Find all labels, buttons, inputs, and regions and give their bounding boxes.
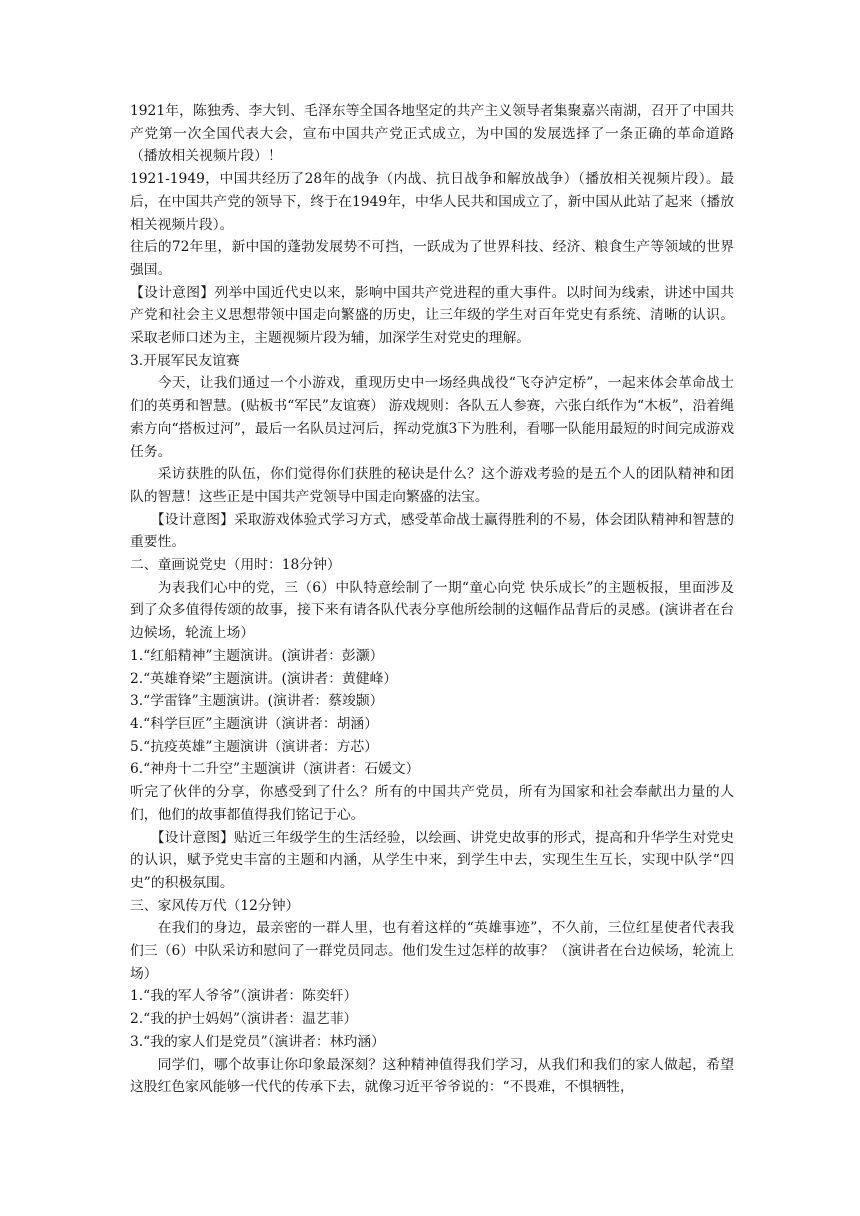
paragraph-closing: 同学们，哪个故事让你印象最深刻？这种精神值得我们学习，从我们和我们的家人做起，希望这股红色家风能够一代代的传承下去，就像习近平爷爷说的：“不畏难，不惧牺牲， (130, 1056, 734, 1096)
section-heading-friendship-game: 3.开展军民友谊赛 (130, 352, 240, 369)
design-intent-1: 【设计意图】列举中国近代史以来，影响中国共产党进程的重大事件。以时间为线索，讲述中国共产党和社会主义思想带领中国走向繁盛的历史，让三年级的学生对百年党史有系统、清晰的认识。采取老师口述为主，主题视频片段为辅，加深学生对党史的理解。 (130, 284, 734, 347)
speech-item-3: 3.“学雷锋”主题演讲。(演讲者：蔡竣颢） (130, 693, 384, 710)
paragraph-board-intro: 为表我们心中的党，三（6）中队特意绘制了一期“童心向党 快乐成长”的主题板报，里面涉及到了众多值得传颂的故事，接下来有请各队代表分享他所绘制的这幅作品背后的灵感。(演讲者在台边候场，轮流上场） (130, 579, 734, 642)
paragraph-family-intro: 在我们的身边，最亲密的一群人里，也有着这样的“英雄事迹”，不久前，三位红星使者代表我们三（6）中队采访和慰问了一群党员同志。他们发生过怎样的故事？（演讲者在台边候场，轮流上场） (130, 920, 734, 982)
speech-item-6: 6.“神舟十二升空”主题演讲（演讲者：石媛文） (130, 761, 420, 778)
section-heading-family-tradition: 三、家风传万代（12分钟） (130, 897, 300, 914)
design-intent-2: 【设计意图】采取游戏体验式学习方式，感受革命战士赢得胜利的不易，体会团队精神和智慧的重要性。 (130, 511, 734, 551)
paragraph-after-sharing: 听完了伙伴的分享，你感受到了什么？所有的中国共产党员，所有为国家和社会奉献出力量的人们，他们的故事都值得我们铭记于心。 (130, 784, 734, 823)
speech-item-5: 5.“抗疫英雄”主题演讲（演讲者：方芯） (130, 738, 379, 755)
paragraph-interview-winners: 采访获胜的队伍，你们觉得你们获胜的秘诀是什么？这个游戏考验的是五个人的团队精神和团队的智慧！这些正是中国共产党领导中国走向繁盛的法宝。 (130, 466, 734, 505)
document-body (130, 100, 734, 1099)
paragraph-1921-founding: 1921年，陈独秀、李大钊、毛泽东等全国各地坚定的共产主义领导者集聚嘉兴南湖，召开了中国共产党第一次全国代表大会，宣布中国共产党正式成立，为中国的发展选择了一条正确的革命道路（播放相关视频片段）！ (130, 103, 734, 165)
section-heading-drawing: 二、童画说党史（用时：18分钟） (130, 557, 341, 574)
paragraph-game-rules: 今天，让我们通过一个小游戏，重现历史中一场经典战役“飞夺泸定桥”，一起来体会革命战士们的英勇和智慧。(贴板书“军民”友谊赛） 游戏规则：各队五人参赛，六张白纸作为“木板”，沿着绳索方向“搭板过河”，最后一名队员过河后，挥动党旗3下为胜利，看哪一队能用最短的时间完成游戏任务。 (130, 375, 734, 460)
paragraph-1921-1949-wars: 1921-1949，中国共经历了28年的战争（内战、抗日战争和解放战争）（播放相关视频片段）。最后，在中国共产党的领导下，终于在1949年，中华人民共和国成立了，新中国从此站了起来（播放相关视频片段）。 (130, 171, 734, 233)
speech-item-4: 4.“科学巨匠”主题演讲（演讲者：胡涵） (130, 715, 379, 732)
speech-item-2: 2.“英雄脊梁”主题演讲。(演讲者：黄健峰） (130, 670, 398, 687)
family-speech-item-3: 3.“我的家人们是党员”（演讲者：林玓涵） (130, 1033, 385, 1050)
speech-item-1: 1.“红船精神”主题演讲。(演讲者：彭灏） (130, 647, 384, 664)
family-speech-item-1: 1.“我的军人爷爷”（演讲者：陈奕轩） (130, 988, 358, 1005)
paragraph-72-years: 往后的72年里，新中国的蓬勃发展势不可挡，一跃成为了世界科技、经济、粮食生产等领域的世界强国。 (130, 239, 734, 278)
design-intent-3: 【设计意图】贴近三年级学生的生活经验，以绘画、讲党史故事的形式，提高和升华学生对党史的认识，赋予党史丰富的主题和内涵，从学生中来，到学生中去，实现生生互长，实现中队学“四史”的积极氛围。 (130, 829, 734, 891)
family-speech-item-2: 2.“我的护士妈妈”（演讲者：温艺菲） (130, 1011, 358, 1028)
